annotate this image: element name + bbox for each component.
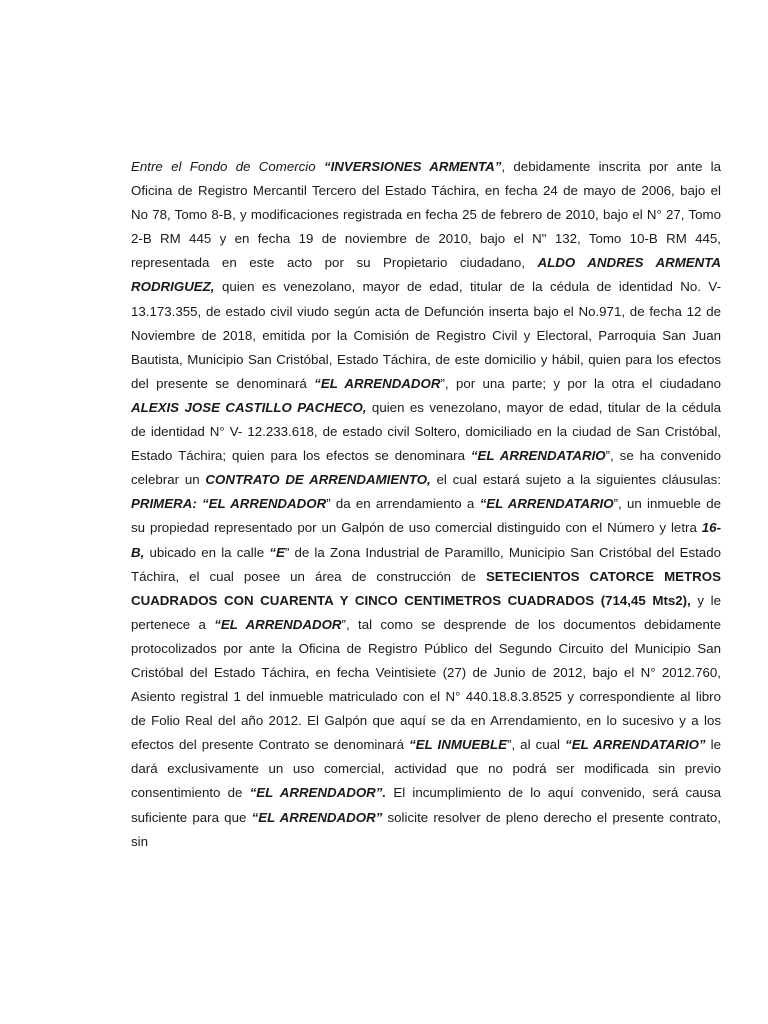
document-body (131, 155, 721, 854)
emphasized-text-run: CONTRATO DE ARRENDAMIENTO, (205, 472, 431, 488)
emphasized-text-run: SETECIENTOS CATORCE METROS CUADRADOS CON CUARENTA Y CINCO CENTIMETROS CUADRADOS (714,45 Mts2), (131, 568, 721, 608)
emphasized-text-run: “EL ARRENDATARIO (470, 448, 606, 464)
emphasized-text-run: “E (269, 544, 285, 560)
emphasized-text-run: “EL ARRENDADOR (214, 616, 342, 632)
text-run: ”, un inmueble de su propiedad representado por un Galpón de uso comercial distinguido con el Número y letra (131, 496, 721, 536)
text-run: , debidamente inscrita por ante la Oficina de Registro Mercantil Tercero del Estado Táchira, en fecha 24 de mayo de 2006, bajo el No 78, Tomo 8-B, y modificaciones registrada en fecha 25 de febrero de 2010, bajo el N° 27, Tomo 2-B RM 445 y en fecha 19 de noviembre de 2010, bajo el N" 132, Tomo 10-B RM 445, representada en este acto por su Propietario ciudadano, (131, 159, 721, 271)
emphasized-text-run: “EL INMUEBLE (409, 737, 507, 753)
emphasized-text-run: “INVERSIONES ARMENTA” (323, 159, 502, 174)
text-run: ”, tal como se desprende de los documentos debidamente protocolizados por ante la Oficina de Registro Público del Segundo Circuito del Municipio San Cristóbal del Estado Táchira, en fecha Veintisiete (27) de Junio de 2012, bajo el N° 2012.760, Asiento registral 1 del inmueble matriculado con el N° 440.18.8.3.8525 y correspondiente al libro de Folio Real del año 2012. El Galpón que aquí se da en Arrendamiento, en lo sucesivo y a los efectos del presente Contrato se denominará (131, 616, 721, 753)
text-run: y le pertenece a (131, 592, 721, 632)
emphasized-text-run: “EL ARRENDADOR (314, 375, 441, 391)
emphasized-text-run: 16-B, (131, 520, 721, 560)
text-run: solicite resolver de pleno derecho el presente contrato, sin (131, 809, 721, 849)
emphasized-text-run: Entre el Fondo de Comercio (131, 159, 324, 174)
emphasized-text-run: “EL ARRENDATARIO (479, 496, 614, 512)
text-run: ”, se ha convenido celebrar un (131, 448, 721, 488)
emphasized-text-run: PRIMERA: “EL ARRENDADOR (131, 496, 327, 512)
contract-paragraph (131, 155, 721, 854)
emphasized-text-run: “EL ARRENDADOR”. (249, 785, 387, 801)
emphasized-text-run: ALEXIS JOSE CASTILLO PACHECO, (131, 399, 367, 415)
emphasized-text-run: “EL ARRENDADOR” (251, 809, 383, 825)
text-run: quien es venezolano, mayor de edad, titular de la cédula de identidad N° V- 12.233.618, de estado civil Soltero, domiciliado en la ciudad de San Cristóbal, Estado Táchira; quien para los efectos se denominara (131, 399, 722, 464)
emphasized-text-run: “EL ARRENDATARIO” (565, 737, 706, 753)
text-run: ” de la Zona Industrial de Paramillo, Municipio San Cristóbal del Estado Táchira, el cual posee un área de construcción de (131, 544, 721, 584)
text-run: ”, al cual (506, 737, 566, 753)
text-run: el cual estará sujeto a la siguientes cláusulas: (430, 472, 722, 488)
text-run: El incumplimiento de lo aquí convenido, será causa suficiente para que (131, 785, 721, 825)
text-run: ” da en arrendamiento a (326, 496, 480, 512)
text-run: ”, por una parte; y por la otra el ciudadano (440, 375, 721, 391)
emphasized-text-run: ALDO ANDRES ARMENTA RODRIGUEZ, (131, 255, 721, 295)
text-run: le dará exclusivamente un uso comercial, actividad que no podrá ser modificada sin previo consentimiento de (131, 737, 722, 801)
text-run: ubicado en la calle (144, 544, 270, 560)
text-run: quien es venezolano, mayor de edad, titular de la cédula de identidad No. V- 13.173.355, de estado civil viudo según acta de Defunción inserta bajo el No.971, de fecha 12 de Noviembre de 2018, emitida por la Comisión de Registro Civil y Electoral, Parroquia San Juan Bautista, Municipio San Cristóbal, Estado Táchira, de este domicilio y hábil, quien para los efectos del presente se denominará (131, 279, 721, 391)
